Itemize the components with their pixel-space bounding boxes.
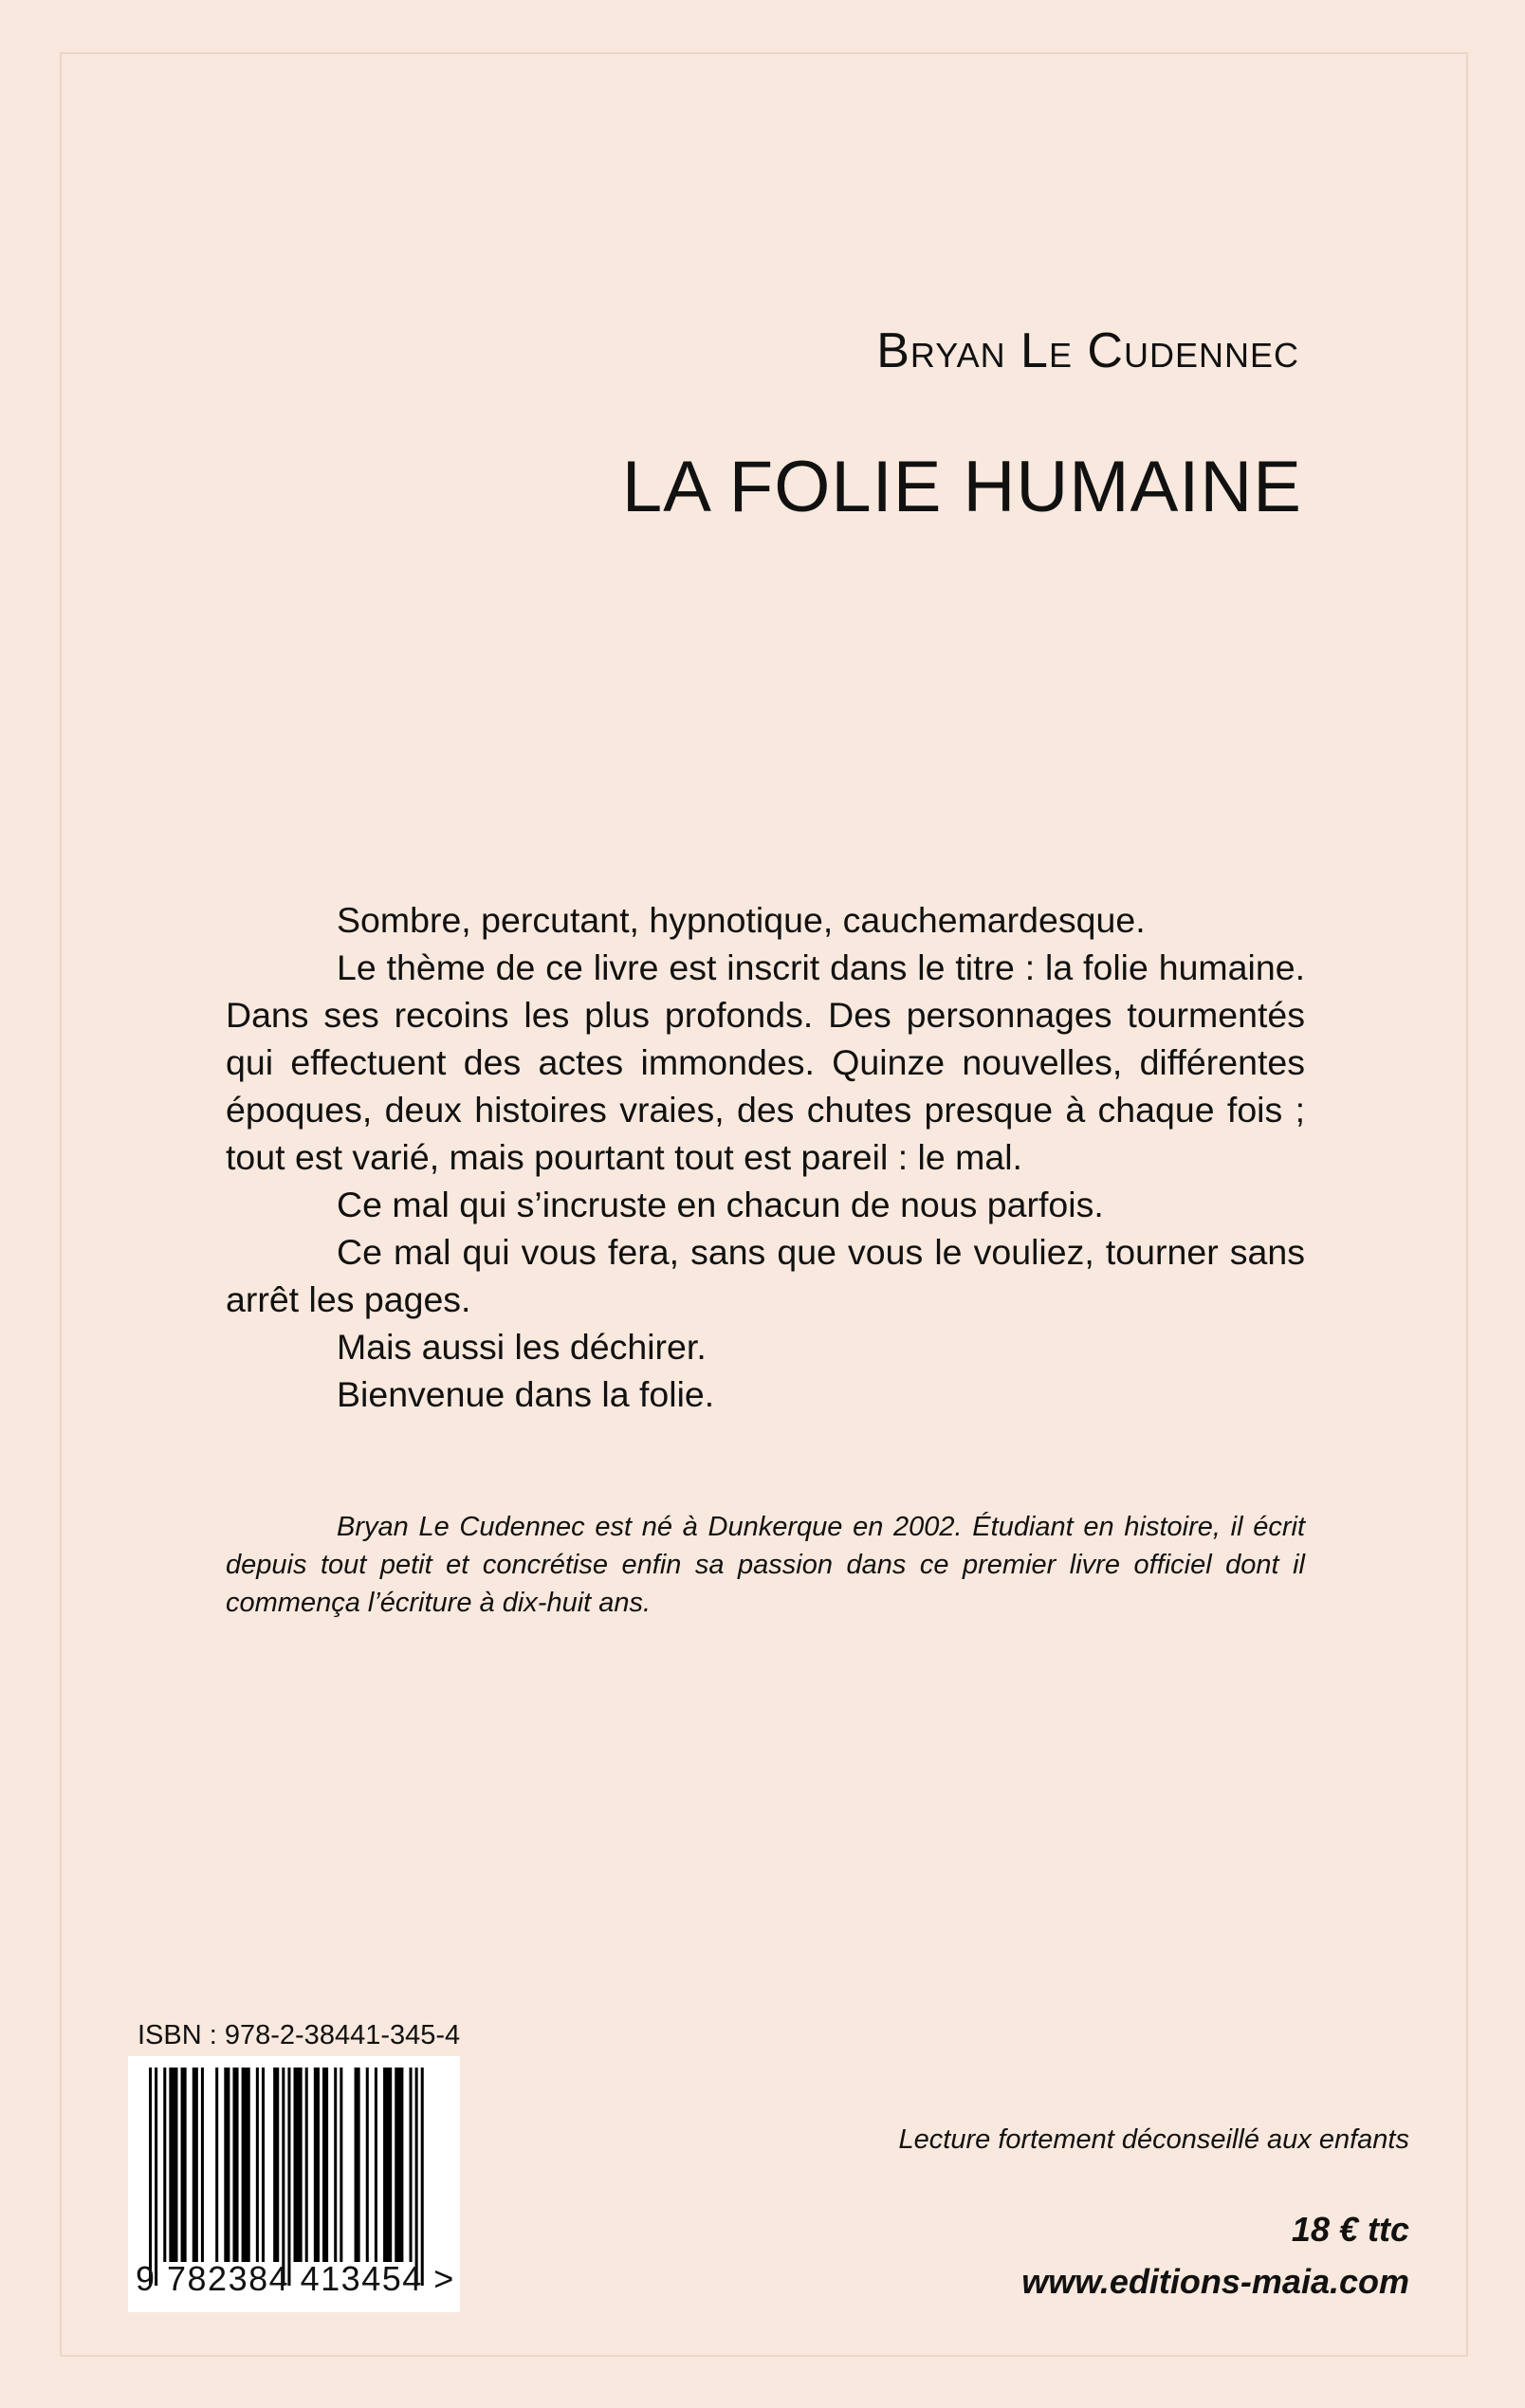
barcode-bar	[242, 2068, 250, 2262]
barcode-bar	[193, 2068, 198, 2262]
price: 18 € ttc	[1291, 2210, 1409, 2249]
barcode-bar	[305, 2068, 308, 2262]
barcode-bar	[334, 2068, 337, 2262]
book-blurb	[226, 896, 1305, 1418]
barcode-bar	[155, 2068, 157, 2286]
barcode-bar	[262, 2068, 265, 2262]
barcode-bar	[224, 2068, 230, 2262]
blurb-paragraph: Bienvenue dans la folie.	[337, 1374, 715, 1414]
barcode-bar	[366, 2068, 369, 2262]
barcode-bar	[355, 2068, 360, 2262]
blurb-paragraph: Ce mal qui s’incruste en chacun de nous parfois.	[337, 1185, 1104, 1224]
barcode-bar	[314, 2068, 320, 2262]
book-title: LA FOLIE HUMAINE	[621, 447, 1302, 527]
publisher-website: www.editions-maia.com	[1021, 2262, 1409, 2301]
barcode-bar	[215, 2068, 218, 2262]
barcode-bar	[322, 2068, 328, 2262]
barcode-bar	[375, 2068, 377, 2262]
barcode-first-digit: 9	[136, 2259, 156, 2298]
barcode-bar	[410, 2068, 413, 2262]
barcode-digits: 782384 413454 >	[167, 2259, 455, 2298]
barcode-bar	[287, 2068, 290, 2286]
barcode-bar	[340, 2068, 342, 2262]
barcode-bar	[294, 2068, 303, 2262]
blurb-paragraph: Sombre, percutant, hypnotique, cauchemardesque.	[337, 900, 1146, 940]
barcode-bar	[256, 2068, 259, 2262]
barcode-bar	[181, 2068, 187, 2262]
barcode-bar	[273, 2068, 279, 2262]
isbn-label: ISBN : 978-2-38441-345-4	[138, 2020, 461, 2050]
barcode-bar	[282, 2068, 285, 2286]
barcode-bar	[395, 2068, 403, 2262]
age-warning: Lecture fortement déconseillé aux enfants	[898, 2124, 1409, 2155]
barcode-bar	[201, 2068, 204, 2262]
blurb-paragraph: Le thème de ce livre est inscrit dans le titre : la folie humaine. Dans ses recoins les plus profonds. Des personnages tourmentés qui effectuent des actes immondes. Quinze nouvelles, différentes époques, deux histoires vraies, des chutes presque à chaque fois ; tout est varié, mais pourtant tout est pareil : le mal.	[226, 947, 1305, 1177]
author-name: Bryan Le Cudennec	[876, 323, 1299, 378]
barcode-bar	[169, 2068, 177, 2262]
blurb-paragraph: Ce mal qui vous fera, sans que vous le vouliez, tourner sans arrêt les pages.	[226, 1232, 1305, 1319]
barcode-bar	[232, 2068, 238, 2262]
barcode-bar	[421, 2068, 424, 2286]
blurb-paragraph: Mais aussi les déchirer.	[337, 1327, 707, 1367]
barcode-bar	[415, 2068, 418, 2286]
author-bio: Bryan Le Cudennec est né à Dunkerque en 2002. Étudiant en histoire, il écrit depuis tout petit et concrétise enfin sa passion dans ce premier livre officiel dont il commença l’écriture à dix-huit ans.	[226, 1512, 1305, 1618]
barcode-bar	[383, 2068, 392, 2262]
barcode-bar	[149, 2068, 152, 2286]
barcode-bar	[163, 2068, 166, 2262]
